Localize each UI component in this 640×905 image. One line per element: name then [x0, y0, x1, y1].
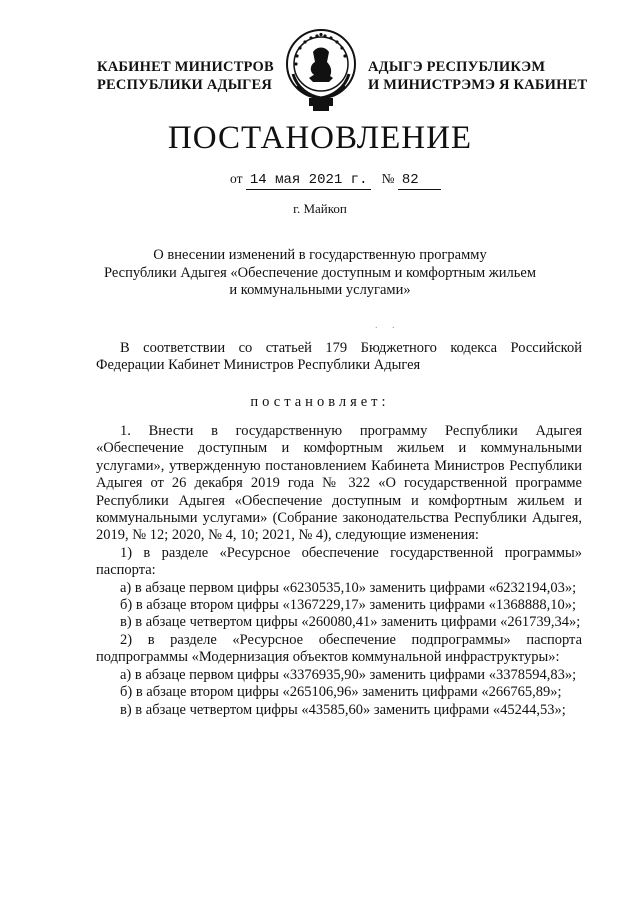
paragraph-2: 1) в разделе «Ресурсное обеспечение государственной программы» паспорта:	[96, 544, 582, 579]
preamble: В соответствии со статьей 179 Бюджетного кодекса Российской Федерации Кабинет Министров Республики Адыгея	[96, 340, 582, 374]
paragraph-9: в) в абзаце четвертом цифры «43585,60» заменить цифрами «45244,53»;	[120, 701, 566, 718]
number-sign: №	[381, 171, 395, 186]
subject-line-2: Республики Адыгея «Обеспечение доступным и комфортным жильем	[103, 264, 537, 281]
paragraph-7: а) в абзаце первом цифры «3376935,90» заменить цифрами «3378594,83»;	[120, 666, 577, 683]
document-body	[96, 423, 582, 719]
document-number: 82	[398, 171, 441, 190]
document-dateline	[230, 170, 441, 190]
subject-line-1: О внесении изменений в государственную программу	[153, 247, 487, 263]
issuer-name-adyghe	[368, 58, 587, 94]
document-date: 14 мая 2021 г.	[246, 171, 372, 190]
city: г. Майкоп	[293, 201, 347, 216]
paragraph-4: б) в абзаце втором цифры «1367229,17» заменить цифрами «1368888,10»;	[120, 597, 576, 614]
resolves-heading: постановляет:	[250, 394, 390, 410]
issuer-name-russian	[97, 58, 274, 94]
paragraph-6: 2) в разделе «Ресурсное обеспечение подпрограммы» паспорта подпрограммы «Модернизация объектов коммунальной инфраструктуры»:	[96, 631, 582, 666]
document-subject	[80, 247, 560, 300]
subject-line-3: и коммунальными услугами»	[229, 282, 411, 298]
document-title: ПОСТАНОВЛЕНИЕ	[167, 120, 473, 156]
paragraph-8: б) в абзаце втором цифры «265106,96» заменить цифрами «266765,89»;	[120, 684, 562, 701]
issuer-line-2-adyghe: И МИНИСТРЭМЭ Я КАБИНЕТ	[368, 77, 588, 93]
issuer-line-1-adyghe: АДЫГЭ РЕСПУБЛИКЭМ	[368, 59, 546, 75]
issuer-line-1: КАБИНЕТ МИНИСТРОВ	[97, 59, 274, 75]
issuer-line-2: РЕСПУБЛИКИ АДЫГЕЯ	[97, 77, 273, 93]
paragraph-1: 1. Внести в государственную программу Республики Адыгея «Обеспечение доступным и комфортным жильем и коммунальными услугами», утвержденную постановлением Кабинета Министров Республики Адыгея от 26 декабря 2019 года № 322 «О государственной программе Республики Адыгея «Обеспечение доступным и комфортным жильем и коммунальными услугами» (Собрание законодательства Республики Адыгея, 2019, № 12; 2020, № 4, 10; 2021, № 4), следующие изменения:	[96, 423, 582, 544]
date-prefix: от	[230, 171, 243, 186]
scan-artifact: . .	[375, 320, 401, 331]
adygea-coat-of-arms-icon	[283, 24, 359, 114]
paragraph-5: в) в абзаце четвертом цифры «260080,41» заменить цифрами «261739,34»;	[120, 614, 581, 631]
paragraph-3: а) в абзаце первом цифры «6230535,10» заменить цифрами «6232194,03»;	[120, 579, 577, 596]
